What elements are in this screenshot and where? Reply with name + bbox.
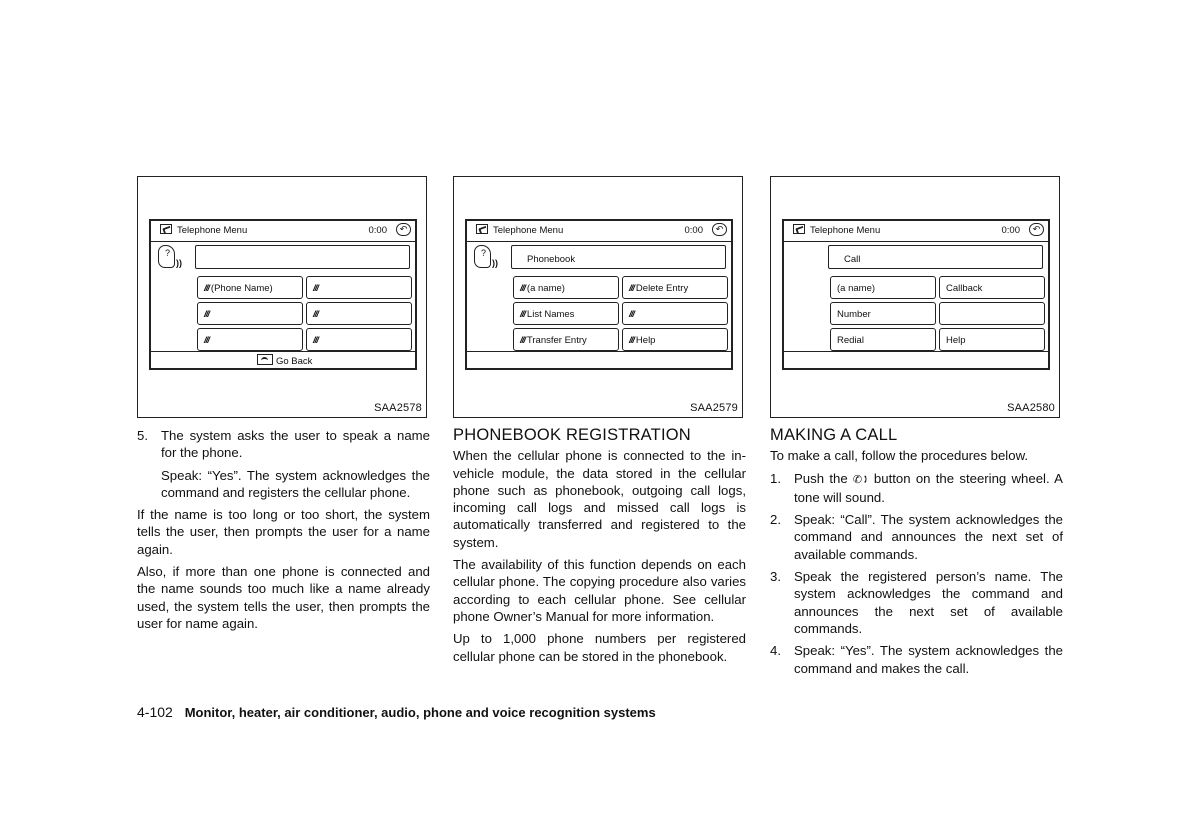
voice-command-icon: /// xyxy=(520,283,525,294)
figure-code: SAA2578 xyxy=(374,402,422,414)
call-timer: 0:00 xyxy=(684,225,703,236)
phone-icon xyxy=(793,224,805,234)
column-left xyxy=(137,427,430,637)
section-heading: PHONEBOOK REGISTRATION xyxy=(453,426,691,444)
step-5 xyxy=(137,427,430,462)
screen-bottom-bar xyxy=(784,351,1048,368)
number-button[interactable]: Number xyxy=(830,302,936,325)
screen-title-bar xyxy=(151,221,415,242)
delete-entry-button[interactable]: /// Delete Entry xyxy=(622,276,728,299)
voice-button[interactable] xyxy=(197,328,303,351)
telephone-menu-screen xyxy=(149,219,417,370)
go-back-button[interactable]: Go Back xyxy=(257,354,312,367)
screen-title: Telephone Menu xyxy=(177,225,248,236)
voice-command-icon: /// xyxy=(629,309,634,320)
a-name-button[interactable]: (a name) xyxy=(830,276,936,299)
back-icon[interactable]: ↶ xyxy=(396,223,411,236)
step-number: 3. xyxy=(770,569,781,585)
voice-command-icon: /// xyxy=(204,283,209,294)
column-right xyxy=(770,427,1063,682)
step-1: 1. Push the ✆🕽 button on the steering wheel. A tone will sound. xyxy=(770,470,1063,505)
command-display-field: Call xyxy=(828,245,1043,269)
hang-up-icon xyxy=(257,354,273,365)
telephone-menu-screen xyxy=(465,219,733,370)
a-name-button[interactable]: /// (a name) xyxy=(513,276,619,299)
step-number: 4. xyxy=(770,643,781,659)
figure-saa2578 xyxy=(137,176,427,418)
voice-command-icon: /// xyxy=(313,335,318,346)
help-button[interactable]: Help xyxy=(939,328,1045,351)
back-icon[interactable]: ↶ xyxy=(712,223,727,236)
voice-button[interactable] xyxy=(306,302,412,325)
paragraph: If the name is too long or too short, the system tells the user, then prompts the user for a name again. xyxy=(137,507,430,557)
voice-command-icon: /// xyxy=(313,309,318,320)
voice-button[interactable] xyxy=(622,302,728,325)
step-4: 4. Speak: “Yes”. The system acknowledges the command and makes the call. xyxy=(770,643,1063,676)
step-3: 3. Speak the registered person’s name. The system acknowledges the command and announces the next set of available commands. xyxy=(770,569,1063,636)
empty-button[interactable] xyxy=(939,302,1045,325)
voice-command-icon: /// xyxy=(313,283,318,294)
voice-recognition-icon: ? )) xyxy=(158,245,182,273)
paragraph: Also, if more than one phone is connected and the name sounds too much like a name already used, the system tells the user, then prompts the user for name again. xyxy=(137,564,430,631)
screen-title-bar xyxy=(467,221,731,242)
voice-button[interactable] xyxy=(197,302,303,325)
figure-code: SAA2579 xyxy=(690,402,738,414)
phone-name-button[interactable]: /// (Phone Name) xyxy=(197,276,303,299)
page-number: 4-102 xyxy=(137,704,173,720)
screen-title-bar xyxy=(784,221,1048,242)
figure-saa2580 xyxy=(770,176,1060,418)
step-number: 2. xyxy=(770,512,781,528)
back-icon[interactable]: ↶ xyxy=(1029,223,1044,236)
phone-icon xyxy=(476,224,488,234)
list-names-button[interactable]: /// List Names xyxy=(513,302,619,325)
name-input-field xyxy=(195,245,410,269)
page-footer xyxy=(137,704,656,720)
voice-command-icon: /// xyxy=(629,335,634,346)
command-display-field: Phonebook xyxy=(511,245,726,269)
step-2: 2. Speak: “Call”. The system acknowledges the command and announces the next set of available commands. xyxy=(770,512,1063,562)
step-number: 5. xyxy=(137,428,148,443)
step-number: 1. xyxy=(770,470,781,486)
screen-bottom-bar xyxy=(151,351,415,368)
redial-button[interactable]: Redial xyxy=(830,328,936,351)
screen-title: Telephone Menu xyxy=(810,225,881,236)
transfer-entry-button[interactable]: /// Transfer Entry xyxy=(513,328,619,351)
paragraph: Up to 1,000 phone numbers per registered cellular phone can be stored in the phonebook. xyxy=(453,631,746,664)
voice-button[interactable] xyxy=(306,276,412,299)
voice-command-icon: /// xyxy=(520,309,525,320)
voice-command-icon: /// xyxy=(204,309,209,320)
column-middle xyxy=(453,427,746,670)
call-timer: 0:00 xyxy=(1001,225,1020,236)
screen-bottom-bar xyxy=(467,351,731,368)
callback-button[interactable]: Callback xyxy=(939,276,1045,299)
section-heading: MAKING A CALL xyxy=(770,426,898,444)
steering-phone-button-icon: ✆🕽 xyxy=(852,473,869,486)
figure-code: SAA2580 xyxy=(1007,402,1055,414)
voice-command-icon: /// xyxy=(204,335,209,346)
phone-icon xyxy=(160,224,172,234)
voice-recognition-icon: ? )) xyxy=(474,245,498,273)
paragraph: The availability of this function depends on each cellular phone. The copying procedure also varies according to each cellular phone. See cellular phone Owner’s Manual for more information. xyxy=(453,557,746,624)
help-button[interactable]: /// Help xyxy=(622,328,728,351)
step-text: The system asks the user to speak a name for the phone. xyxy=(161,428,430,461)
call-timer: 0:00 xyxy=(368,225,387,236)
section-title: Monitor, heater, air conditioner, audio, phone and voice recognition systems xyxy=(184,705,656,720)
telephone-menu-screen xyxy=(782,219,1050,370)
intro-text: To make a call, follow the procedures below. xyxy=(770,448,1029,464)
voice-command-icon: /// xyxy=(520,335,525,346)
screen-title: Telephone Menu xyxy=(493,225,564,236)
voice-button[interactable] xyxy=(306,328,412,351)
voice-command-icon: /// xyxy=(629,283,634,294)
step-5-detail: Speak: “Yes”. The system acknowledges the command and registers the cellular phone. xyxy=(161,467,430,500)
figure-saa2579 xyxy=(453,176,743,418)
paragraph: When the cellular phone is connected to the in-vehicle module, the data stored in the cellular phone such as phonebook, outgoing call logs, incoming call logs and missed call logs is automatically transferred and registered to the system. xyxy=(453,448,746,550)
